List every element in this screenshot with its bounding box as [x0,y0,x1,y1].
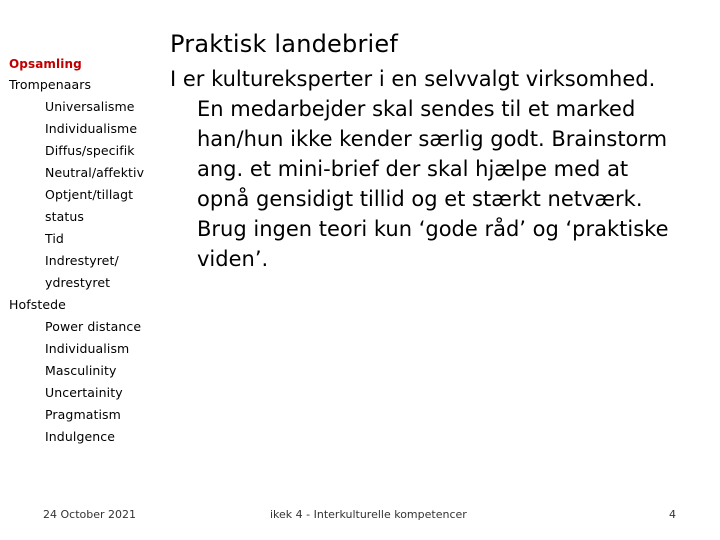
body-line: opnå gensidigt tillid og et stærkt netværk. [197,187,643,211]
list-item: Diffus/specifik [45,143,135,158]
sidebar-group-title: Trompenaars [9,77,92,92]
sidebar-group-list [9,316,169,448]
footer-page-number: 4 [669,508,676,521]
body-line: viden’. [197,247,269,271]
page-title: Praktisk landebrief [170,30,399,58]
list-item: Pragmatism [45,407,121,422]
sidebar-group-title: Hofstede [9,297,66,312]
list-item: Indulgence [45,429,116,444]
list-item: Neutral/affektiv [45,165,145,180]
list-item: Tid [45,231,64,246]
sidebar-group-list [9,96,169,294]
sidebar-heading: Opsamling [9,57,82,71]
list-item: Optjent/tillagt [45,187,134,202]
list-item: ydrestyret [45,275,111,290]
footer-date: 24 October 2021 [43,508,137,521]
main-body-text [170,64,710,274]
list-item: Individualisme [45,121,138,136]
body-line: Brug ingen teori kun ‘gode råd’ og ‘praktiske [197,217,669,241]
list-item: status [45,209,85,224]
footer-course-title: ikek 4 - Interkulturelle kompetencer [270,508,467,521]
sidebar-group-hofstede [9,294,169,448]
list-item: Indrestyret/ [45,253,119,268]
sidebar-outline [9,54,169,448]
body-line: han/hun ikke kender særlig godt. Brainstorm [197,127,668,151]
list-item: Uncertainity [45,385,123,400]
list-item: Masculinity [45,363,117,378]
body-line: ang. et mini-brief der skal hjælpe med at [197,157,629,181]
list-item: Individualism [45,341,130,356]
body-line: I er kultureksperter i en selvvalgt virksomhed. [170,67,656,91]
body-line: En medarbejder skal sendes til et marked [197,97,636,121]
list-item: Power distance [45,319,142,334]
sidebar-group-trompenaars [9,74,169,294]
list-item: Universalisme [45,99,135,114]
